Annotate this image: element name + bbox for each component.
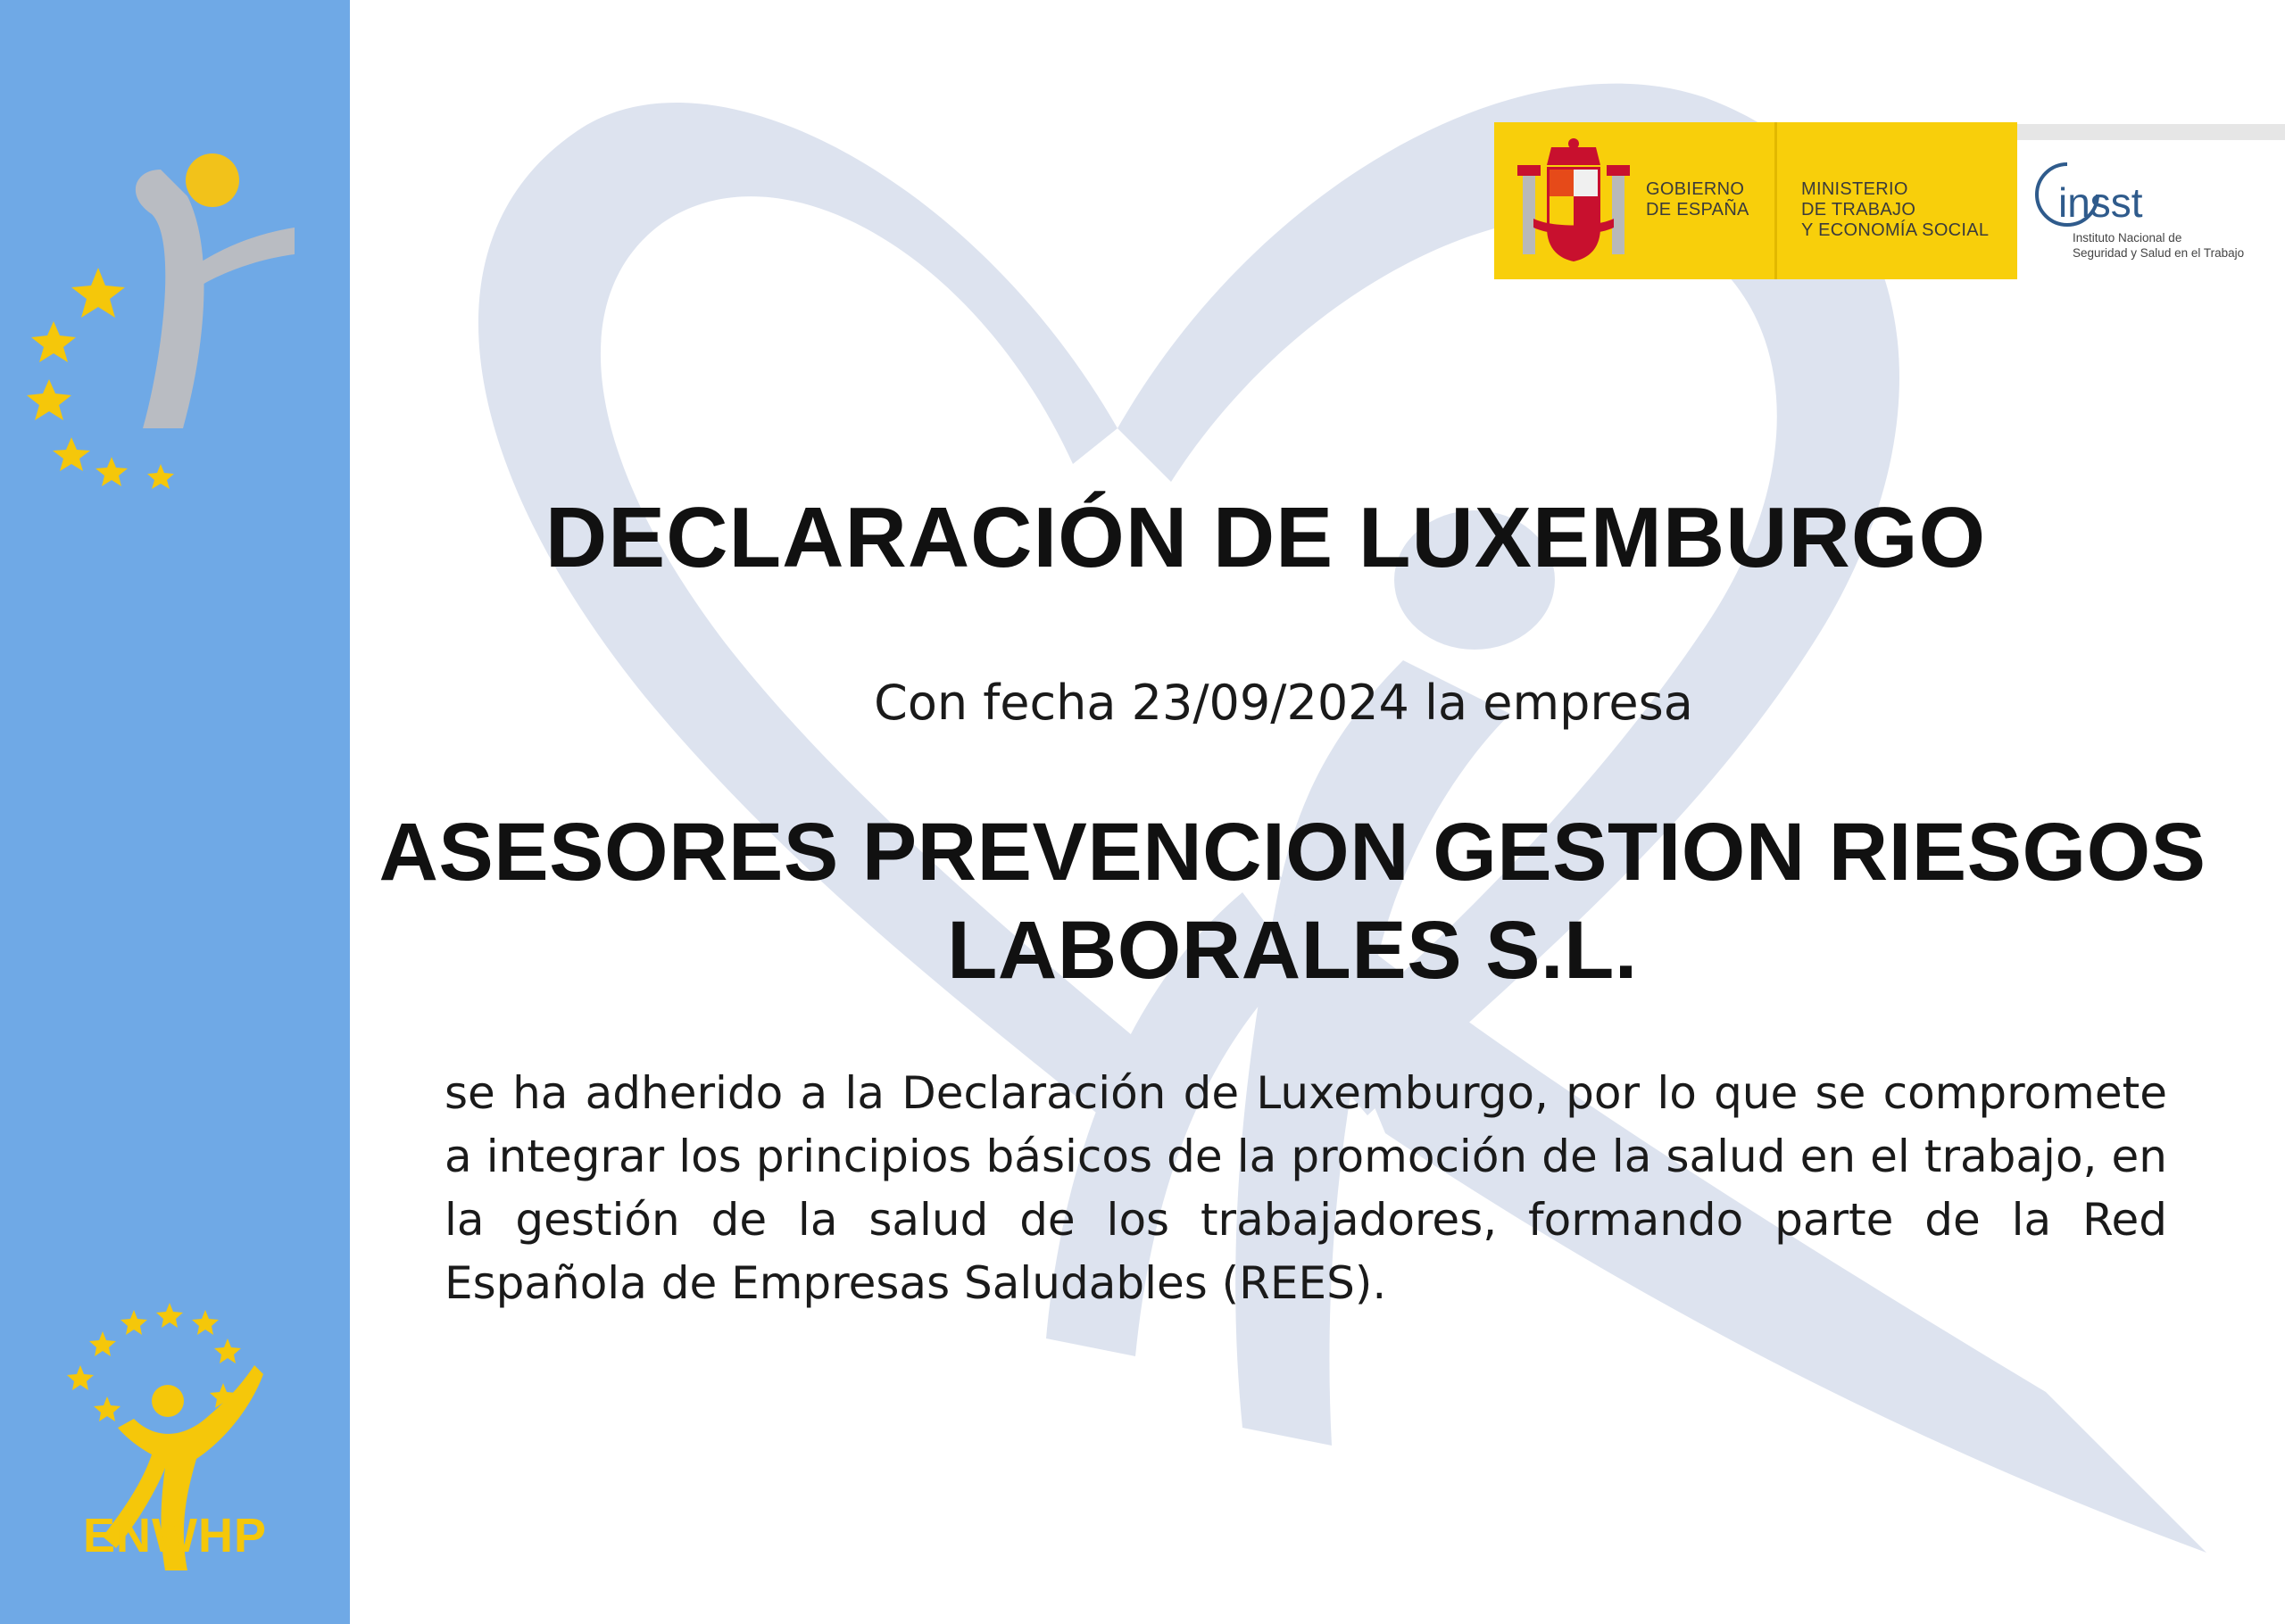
sidebar xyxy=(0,0,350,1624)
insst-logo xyxy=(2026,152,2285,277)
gobierno-de-espana-text: GOBIERNO DE ESPAÑA xyxy=(1646,179,1749,220)
company-name: ASESORES PREVENCION GESTION RIESGOS LABORALES S.L. xyxy=(378,807,2206,996)
declaration-body: se ha adherido a la Declaración de Luxemburgo, por lo que se compromete a integrar los principios básicos de la promoción de la salud en el trabajo, en la gestión de la salud de los trabajadores, formando parte de la Red Española de Empresas Saludables (REES). xyxy=(445,1067,2167,1309)
eu-health-logo-icon xyxy=(27,143,303,500)
insst-caption: Instituto Nacional de Seguridad y Salud en el Trabajo xyxy=(2073,231,2245,260)
enwhp-brand-text: ENWHP xyxy=(83,1509,267,1562)
header-rule xyxy=(2017,124,2285,140)
spain-coat-of-arms-icon xyxy=(1516,138,1632,263)
date-line: Con fecha 23/09/2024 la empresa xyxy=(874,675,1693,731)
government-banner xyxy=(1494,122,2017,279)
insst-wordmark: insst xyxy=(2058,179,2143,226)
ministerio-text: MINISTERIO DE TRABAJO Y ECONOMÍA SOCIAL xyxy=(1801,179,1990,240)
banner-divider xyxy=(1774,122,1777,279)
certificate-title: DECLARACIÓN DE LUXEMBURGO xyxy=(544,490,1987,585)
